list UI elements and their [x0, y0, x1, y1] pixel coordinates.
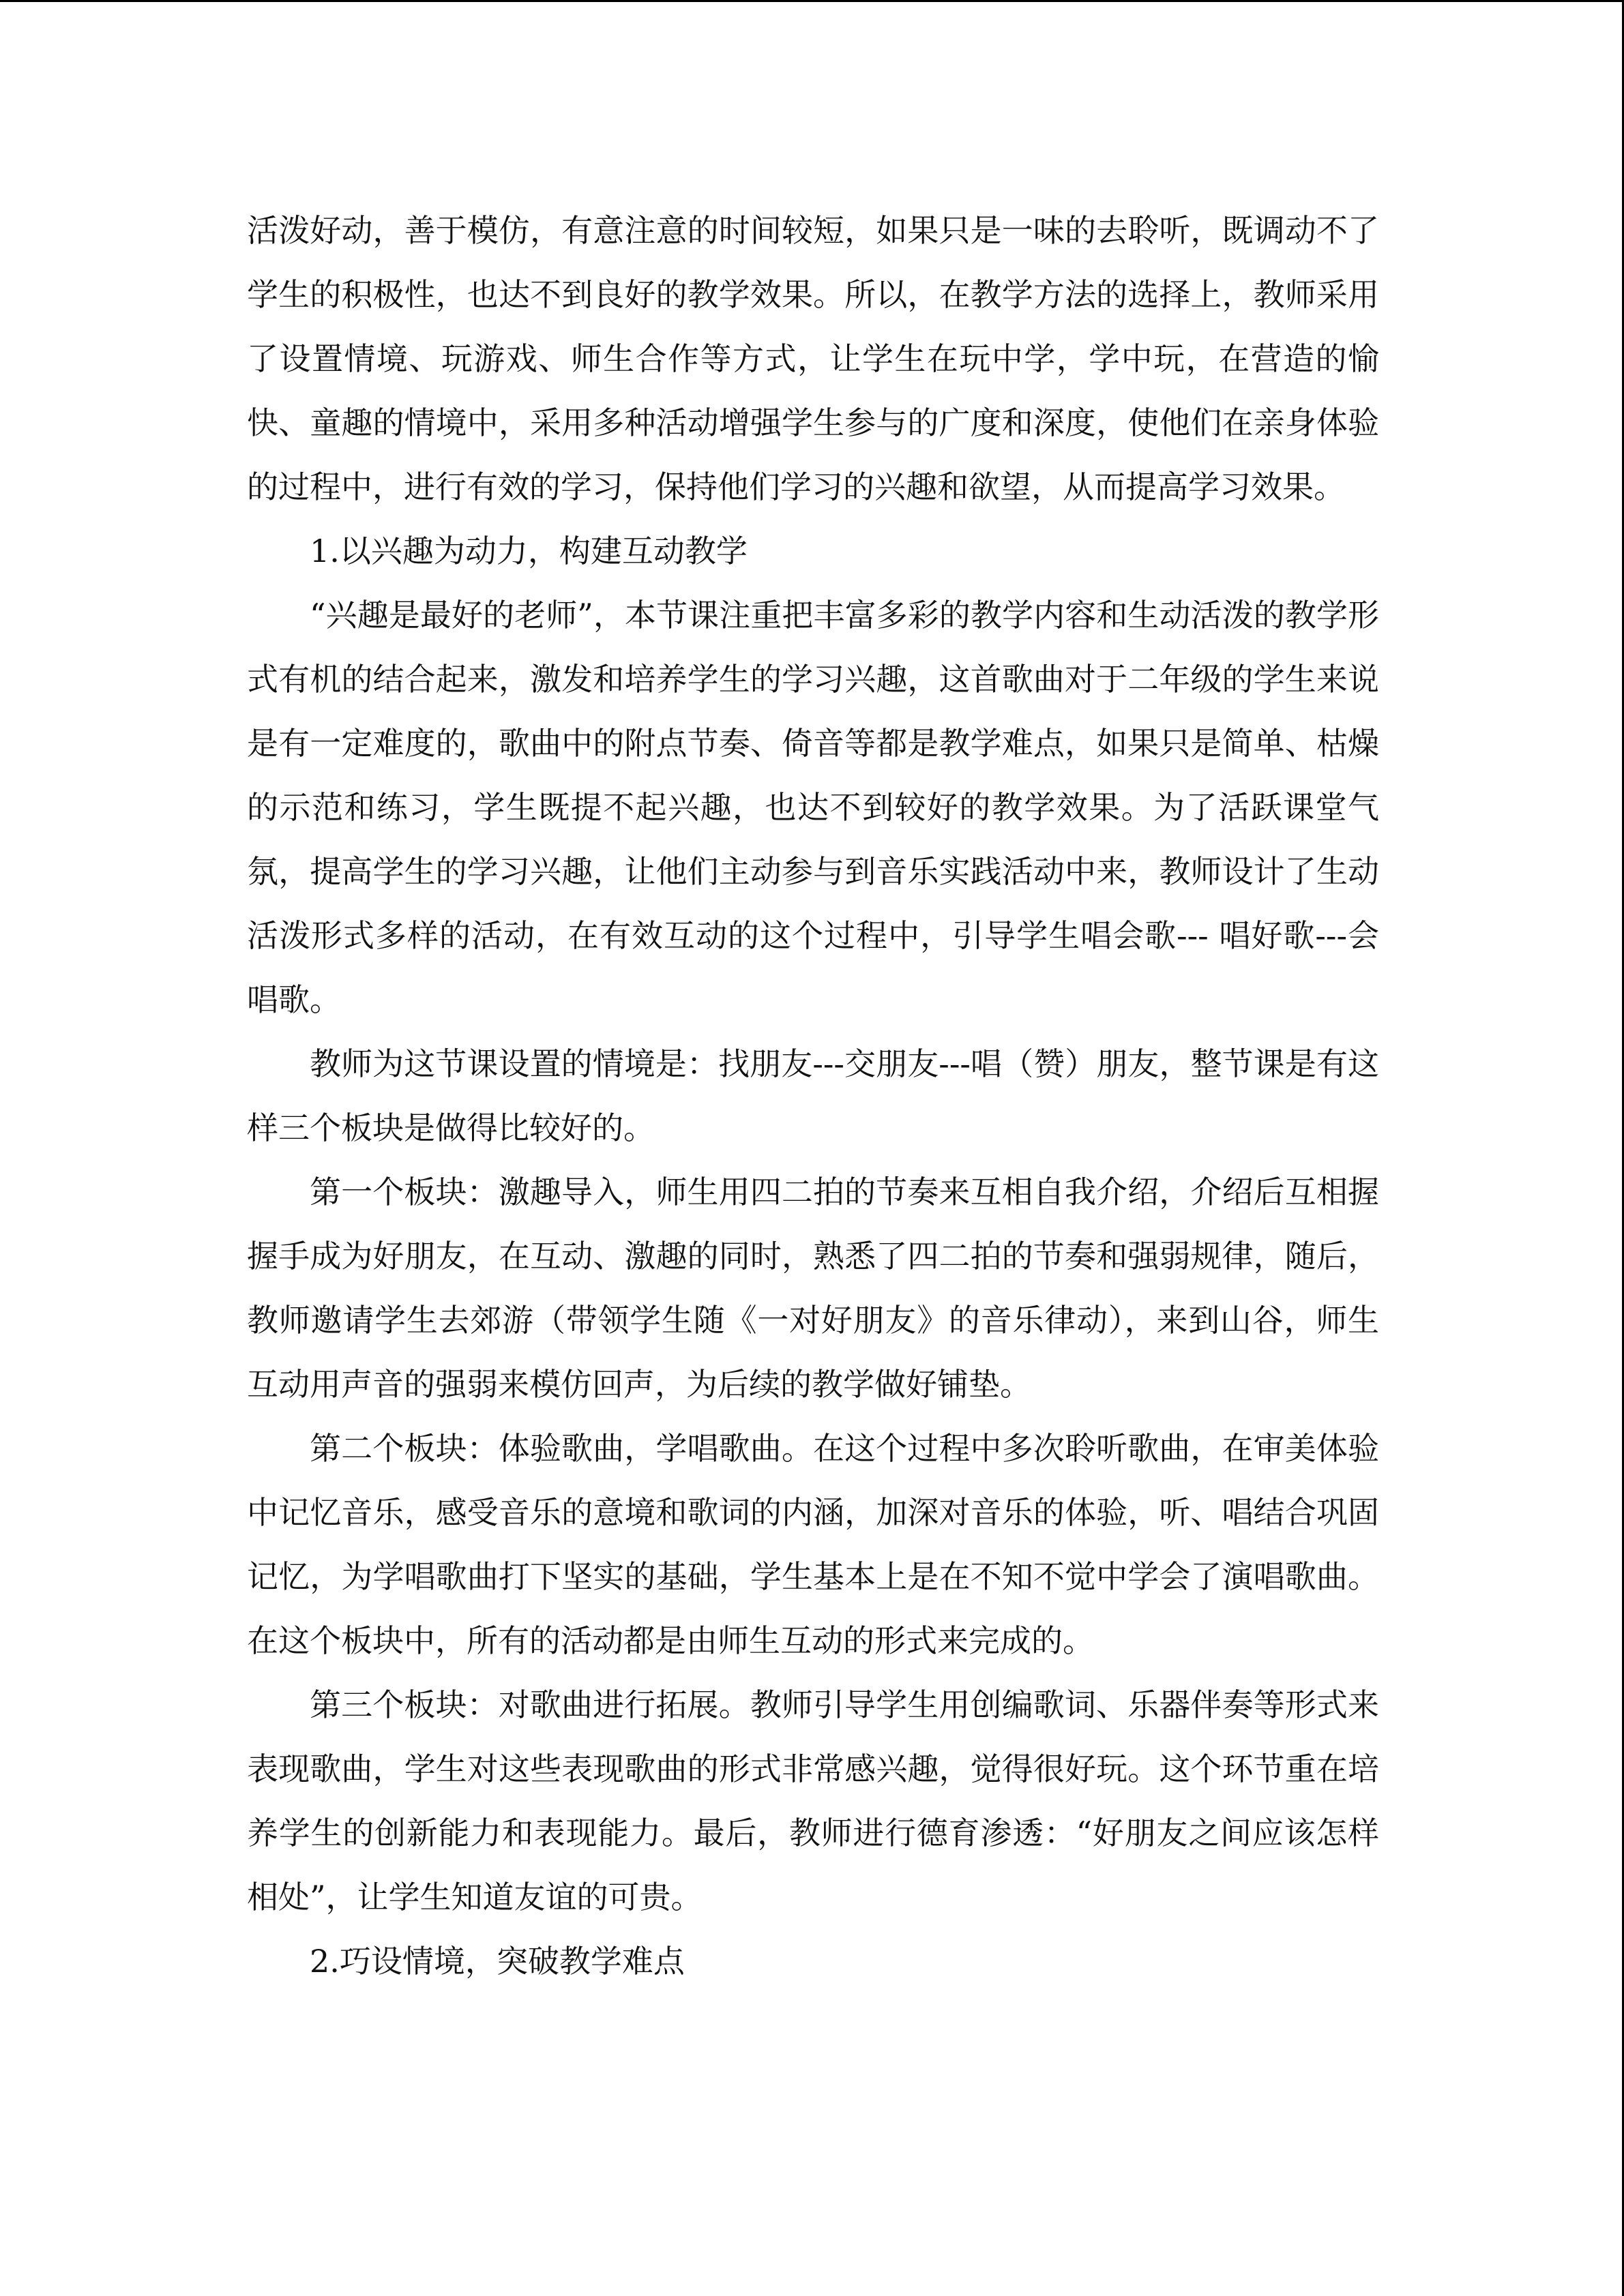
section-heading-1: 1.以兴趣为动力，构建互动教学: [310, 533, 748, 569]
paragraph-block-2: 第二个板块：体验歌曲，学唱歌曲。在这个过程中多次聆听歌曲，在审美体验中记忆音乐，感受音乐的意境和歌词的内涵，加深对音乐的体验，听、唱结合巩固记忆，为学唱歌曲打下坚实的基础，学生基本上是在不知不觉中学会了演唱歌曲。在这个板块中，所有的活动都是由师生互动的形式来完成的。: [247, 1430, 1379, 1659]
section-heading-2: 2.巧设情境，突破教学难点: [310, 1943, 685, 1980]
paragraph-situation: 教师为这节课设置的情境是：找朋友---交朋友---唱（赞）朋友，整节课是有这样三个板块是做得比较好的。: [247, 1045, 1379, 1146]
document-body: [247, 198, 1379, 1993]
paragraph-interest: “兴趣是最好的老师”，本节课注重把丰富多彩的教学内容和生动活泼的教学形式有机的结合起来，激发和培养学生的学习兴趣，这首歌曲对于二年级的学生来说是有一定难度的，歌曲中的附点节奏、倚音等都是教学难点，如果只是简单、枯燥的示范和练习，学生既提不起兴趣，也达不到较好的教学效果。为了活跃课堂气氛，提高学生的学习兴趣，让他们主动参与到音乐实践活动中来，教师设计了生动活泼形式多样的活动，在有效互动的这个过程中，引导学生唱会歌--- 唱好歌---会唱歌。: [247, 597, 1379, 1018]
paragraph-block-3: 第三个板块：对歌曲进行拓展。教师引导学生用创编歌词、乐器伴奏等形式来表现歌曲，学生对这些表现歌曲的形式非常感兴趣，觉得很好玩。这个环节重在培养学生的创新能力和表现能力。最后，教师进行德育渗透：“好朋友之间应该怎样相处”，让学生知道友谊的可贵。: [247, 1686, 1379, 1915]
paragraph-block-1: 第一个板块：激趣导入，师生用四二拍的节奏来互相自我介绍，介绍后互相握握手成为好朋友，在互动、激趣的同时，熟悉了四二拍的节奏和强弱规律，随后，教师邀请学生去郊游（带领学生随《一对好朋友》的音乐律动），来到山谷，师生互动用声音的强弱来模仿回声，为后续的教学做好铺垫。: [247, 1174, 1379, 1403]
paragraph-intro: 活泼好动，善于模仿，有意注意的时间较短，如果只是一味的去聆听，既调动不了学生的积极性，也达不到良好的教学效果。所以，在教学方法的选择上，教师采用了设置情境、玩游戏、师生合作等方式，让学生在玩中学，学中玩，在营造的愉快、童趣的情境中，采用多种活动增强学生参与的广度和深度，使他们在亲身体验的过程中，进行有效的学习，保持他们学习的兴趣和欲望，从而提高学习效果。: [247, 212, 1379, 505]
